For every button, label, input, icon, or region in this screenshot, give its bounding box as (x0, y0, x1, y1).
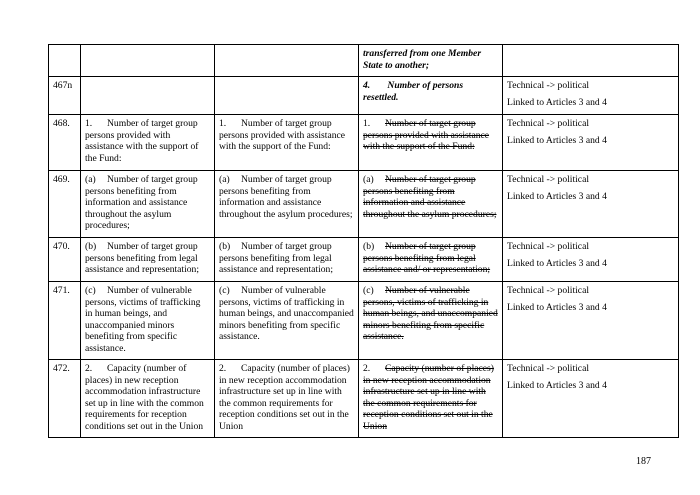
council-text: 2. Capacity (number of places) in new reception accommodation infrastructure set up in line with the common requirements for reception conditions set out in the Union (215, 360, 359, 438)
comments (503, 238, 679, 282)
council-text (215, 77, 359, 115)
parliament-text: (b) Number of target group persons benefiting from legal assistance and/ or representation; (359, 238, 503, 282)
table-row (49, 282, 679, 360)
commission-text (81, 77, 215, 115)
comment-tag: Technical -> political (507, 118, 589, 129)
comments (503, 115, 679, 171)
parliament-text: 2. Capacity (number of places) in new reception accommodation infrastructure set up in line with the common requirements for reception conditions set out in the Union (359, 360, 503, 438)
council-text (215, 45, 359, 77)
row-number (49, 45, 81, 77)
commission-text: (b) Number of target group persons benefiting from legal assistance and representation; (81, 238, 215, 282)
council-text: (b) Number of target group persons benefiting from legal assistance and representation; (215, 238, 359, 282)
commission-text: 1. Number of target group persons provided with assistance with the support of the Fund: (81, 115, 215, 171)
row-number: 470. (49, 238, 81, 282)
table-row (49, 360, 679, 438)
comment-tag: Technical -> political (507, 80, 589, 91)
comments (503, 360, 679, 438)
comment-tag: Technical -> political (507, 285, 589, 296)
comment-tag: Linked to Articles 3 and 4 (507, 257, 607, 269)
council-text: (a) Number of target group persons benefiting from information and assistance throughout the asylum procedures; (215, 171, 359, 238)
parliament-text: transferred from one Member State to another; (359, 45, 503, 77)
commission-text: 2. Capacity (number of places) in new reception accommodation infrastructure set up in line with the common requirements for reception conditions set out in the Union (81, 360, 215, 438)
comments (503, 45, 679, 77)
comments (503, 282, 679, 360)
commission-text: (c) Number of vulnerable persons, victims of trafficking in human beings, and unaccompanied minors benefiting from specific assistance. (81, 282, 215, 360)
council-text: (c) Number of vulnerable persons, victims of trafficking in human beings, and unaccompanied minors benefiting from specific assistance. (215, 282, 359, 360)
row-number: 467n (49, 77, 81, 115)
commission-text (81, 45, 215, 77)
comment-tag: Linked to Articles 3 and 4 (507, 301, 607, 313)
comment-tag: Linked to Articles 3 and 4 (507, 134, 607, 146)
comments (503, 77, 679, 115)
table-row (49, 238, 679, 282)
comment-tag: Linked to Articles 3 and 4 (507, 190, 607, 202)
parliament-text: (c) Number of vulnerable persons, victims of trafficking in human beings, and unaccompanied minors benefiting from specific assistance. (359, 282, 503, 360)
row-number: 472. (49, 360, 81, 438)
comment-tag: Linked to Articles 3 and 4 (507, 379, 607, 391)
table-row (49, 171, 679, 238)
parliament-text: (a) Number of target group persons benefiting from information and assistance throughout the asylum procedures; (359, 171, 503, 238)
comment-tag: Technical -> political (507, 174, 589, 185)
parliament-text: 1. Number of target group persons provided with assistance with the support of the Fund: (359, 115, 503, 171)
row-number: 471. (49, 282, 81, 360)
comments (503, 171, 679, 238)
comment-tag: Linked to Articles 3 and 4 (507, 96, 607, 108)
comparison-table (48, 44, 679, 438)
parliament-text: 4. Number of persons resettled. (359, 77, 503, 115)
table-row (49, 77, 679, 115)
comment-tag: Technical -> political (507, 363, 589, 374)
commission-text: (a) Number of target group persons benefiting from information and assistance throughout the asylum procedures; (81, 171, 215, 238)
council-text: 1. Number of target group persons provided with assistance with the support of the Fund: (215, 115, 359, 171)
comment-tag: Technical -> political (507, 241, 589, 252)
table-row (49, 115, 679, 171)
row-number: 468. (49, 115, 81, 171)
table-row (49, 45, 679, 77)
page-number: 187 (636, 456, 651, 467)
row-number: 469. (49, 171, 81, 238)
